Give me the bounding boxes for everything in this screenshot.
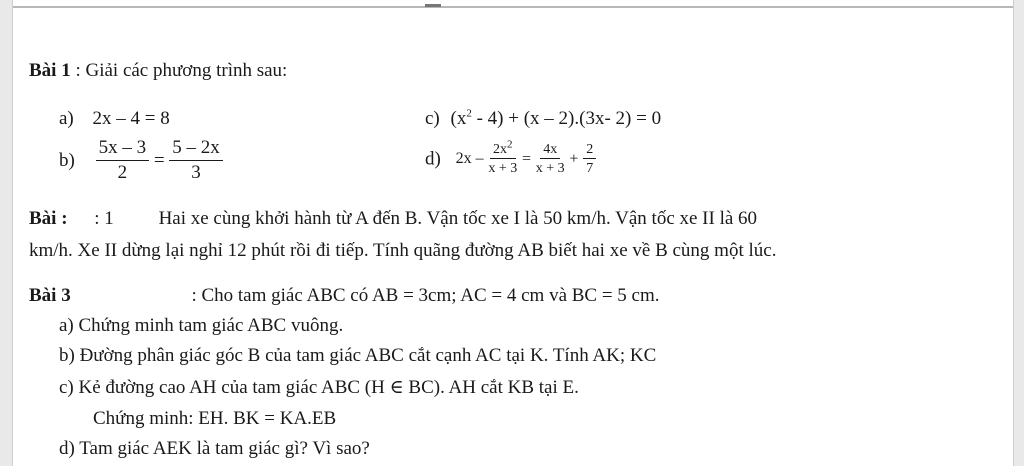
bai1-d-frac1: [488, 138, 518, 177]
bai1-d-den3: 7: [586, 161, 594, 177]
bai1-c-eq-sup: 2: [466, 107, 472, 120]
top-mark: [425, 4, 441, 7]
bai1-heading: Bài 1: [29, 60, 71, 81]
bai1-b: [59, 138, 223, 184]
bai3-c2-text: Chứng minh: EH. BK = KA.EB: [93, 408, 337, 429]
bai1-d-num1-pre: 2x: [493, 142, 508, 157]
bai1-b-frac1: [96, 138, 150, 184]
bai1-c-eq-post: - 4) + (x – 2).(3x- 2) = 0: [471, 108, 662, 129]
bai1-c-label: c): [425, 108, 440, 129]
bai1-d-num3: 2: [583, 142, 596, 159]
bai1-d-frac3: [583, 142, 596, 177]
bai3-b: [59, 345, 656, 367]
bai1-b-den1: 2: [117, 161, 128, 183]
bai1-line: [29, 60, 287, 82]
bai1-a-eq: 2x – 4 = 8: [92, 108, 170, 129]
bai3-a: [59, 315, 343, 337]
bai3-d-text: d) Tam giác AEK là tam giác gì? Vì sao?: [59, 438, 370, 459]
bai1-d-eq: =: [521, 150, 532, 168]
bai1-a: [59, 108, 170, 130]
bai2-text2: km/h. Xe II dừng lại nghỉ 12 phút rồi đi tiếp. Tính quãng đường AB biết hai xe về B cùng một lúc.: [29, 240, 777, 261]
bai1-c: [425, 108, 661, 130]
bai3-b-text: b) Đường phân giác góc B của tam giác ABC cắt cạnh AC tại K. Tính AK; KC: [59, 345, 657, 366]
bai2-line1: [29, 208, 757, 230]
bai1-d-num1: [490, 138, 516, 159]
bai1-d-frac2: [536, 142, 565, 177]
bai1-b-frac2: [169, 138, 223, 184]
bai3-a-text: a) Chứng minh tam giác ABC vuông.: [59, 315, 344, 336]
bai1-b-label: b): [59, 149, 75, 171]
bai1-d-num1-sup: 2: [507, 138, 513, 151]
bai1-d: [425, 138, 596, 177]
bai3-intro: : Cho tam giác ABC có AB = 3cm; AC = 4 cm và BC = 5 cm.: [191, 285, 660, 306]
bai1-b-den2: 3: [191, 161, 201, 183]
bai1-d-den1: x + 3: [488, 161, 518, 177]
bai3-d: [59, 438, 370, 460]
bai1-c-eq-pre: (x: [450, 108, 467, 129]
bai1-b-num2: 5 – 2x: [169, 138, 223, 161]
bai2-line2: [29, 240, 776, 262]
bai1-d-pre: 2x –: [455, 150, 484, 168]
bai1-d-plus: +: [569, 150, 579, 168]
bai1-b-eq: =: [153, 149, 165, 171]
bai3-c: [59, 376, 579, 399]
bai2-sub: : 1: [94, 208, 114, 229]
bai3-line: [29, 285, 660, 307]
bai2-heading: Bài :: [29, 208, 68, 229]
document-page: [12, 0, 1014, 466]
bai1-d-num2: 4x: [540, 142, 560, 159]
bai1-title: : Giải các phương trình sau:: [75, 60, 288, 81]
bai1-a-label: a): [59, 108, 74, 129]
bai1-d-label: d): [425, 148, 441, 170]
bai1-b-num1: 5x – 3: [96, 138, 150, 161]
bai3-heading: Bài 3: [29, 285, 71, 306]
top-rule: [13, 6, 1013, 8]
bai2-text1: Hai xe cùng khởi hành từ A đến B. Vận tốc xe I là 50 km/h. Vận tốc xe II là 60: [158, 208, 758, 229]
bai1-d-den2: x + 3: [535, 161, 565, 177]
bai3-c-text: c) Kẻ đường cao AH của tam giác ABC (H ∈ BC). AH cắt KB tại E.: [59, 377, 579, 398]
bai3-c2: [93, 408, 336, 430]
